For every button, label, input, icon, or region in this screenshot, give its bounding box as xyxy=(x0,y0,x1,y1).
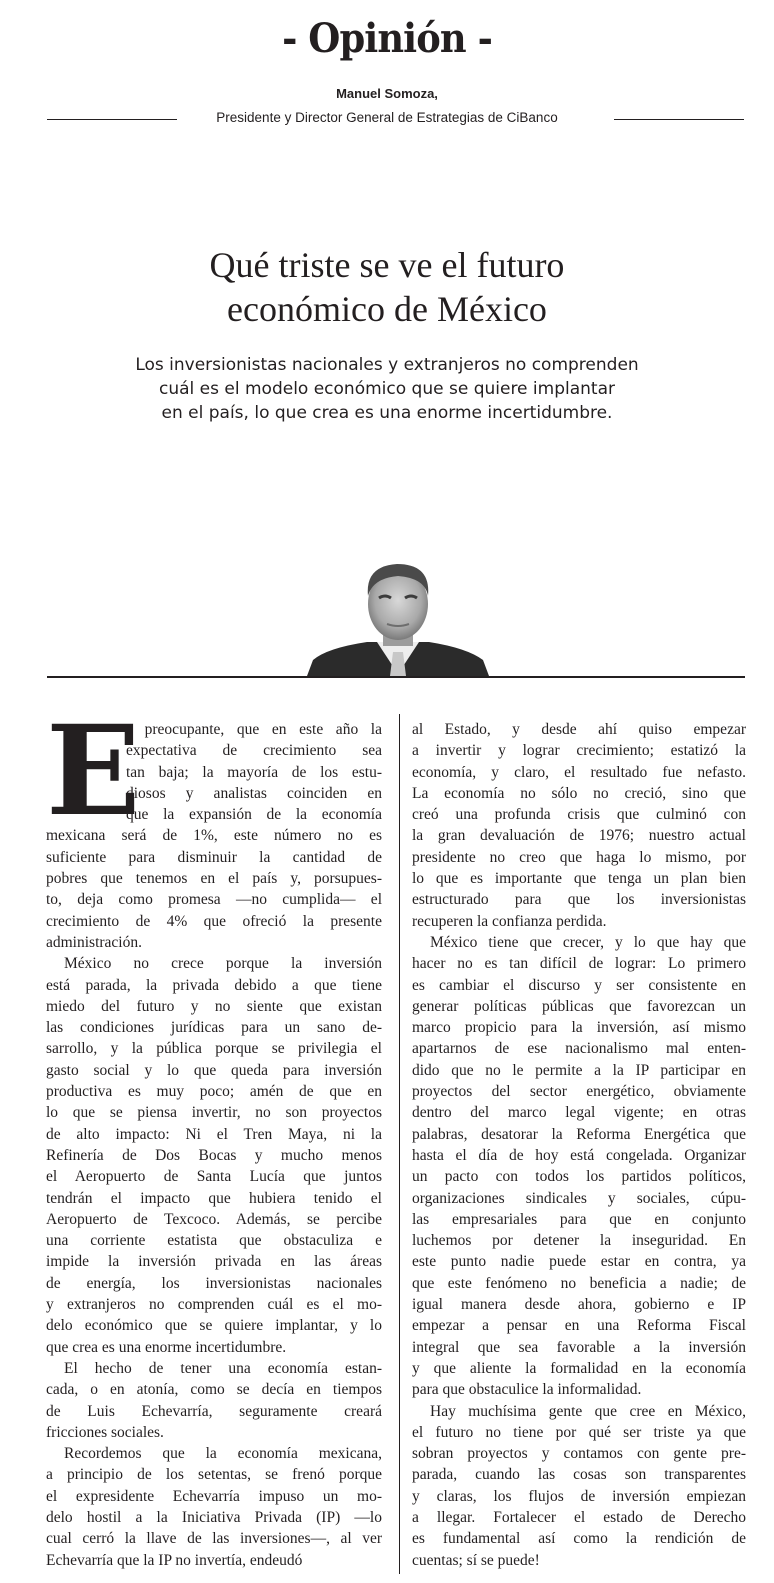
text-line: fricciones sociales. xyxy=(46,1423,164,1441)
text-line: s preocupante, que en este año la xyxy=(126,721,382,738)
text-line: está parada, la privada debido a que tiene xyxy=(46,976,382,994)
left-column xyxy=(46,699,382,1571)
text-line: un pacto con todos los partidos políticos, xyxy=(412,1168,746,1186)
text-line: lo que es importante que tenga un plan bien xyxy=(412,870,746,888)
text-line: dentro del marco legal vigente; en otras xyxy=(412,1104,746,1122)
text-line: organizaciones sindicales y sociales, cúpu- xyxy=(412,1189,746,1207)
text-line: hacer no es tan difícil de lograr: Lo primero xyxy=(412,955,746,973)
text-line: que la expansión de la economía xyxy=(126,806,382,824)
text-line: para que obstaculice la informalidad. xyxy=(412,1381,642,1399)
text-line: palabras, desatorar la Reforma Energética que xyxy=(412,1125,746,1143)
text-line: igual manera desde ahora, gobierno e IP xyxy=(412,1296,746,1314)
column-divider xyxy=(399,714,400,1574)
text-line: a llegar. Fortalecer el estado de Derecho xyxy=(412,1508,746,1526)
text-line: al Estado, y desde ahí quiso empezar xyxy=(412,721,746,738)
subhead-line: cuál es el modelo económico que se quiere implantar xyxy=(159,379,615,399)
subhead-line: Los inversionistas nacionales y extranjeros no comprenden xyxy=(135,355,639,375)
text-line: delo económico que se quiere implantar, y lo xyxy=(46,1317,382,1335)
text-line: de alto impacto: Ni el Tren Maya, ni la xyxy=(46,1125,382,1143)
text-line: productiva es muy poco; amén de que en xyxy=(46,1083,382,1101)
text-line: suficiente para disminuir la cantidad de xyxy=(46,848,382,866)
headline xyxy=(0,243,774,331)
text-line: a principio de los setentas, se frenó porque xyxy=(46,1466,382,1484)
text-line: y que aliente la formalidad en la economía xyxy=(412,1359,746,1377)
text-line: que este fenómeno no beneficia a nadie; de xyxy=(412,1274,746,1292)
text-line: dido que no le permite a la IP participar en xyxy=(412,1061,746,1079)
text-line: crecimiento de 4% que ofreció la presente xyxy=(46,912,382,930)
text-line: las condiciones jurídicas para un sano de- xyxy=(46,1019,382,1037)
text-line: el expresidente Echevarría impuso un mo- xyxy=(46,1487,382,1505)
text-line: a invertir y lograr crecimiento; estatizó la xyxy=(412,742,746,760)
text-line: pobres que tenemos en el país y, porsupues- xyxy=(46,870,382,888)
text-line: empezar a pensar en una Reforma Fiscal xyxy=(412,1317,746,1335)
text-line: miedo del futuro y no siente que existan xyxy=(46,997,382,1015)
headline-line-1: Qué triste se ve el futuro xyxy=(209,245,565,285)
text-line: las empresariales para que en conjunto xyxy=(412,1210,746,1228)
text-line: mexicana será de 1%, este número no es xyxy=(46,827,382,845)
author-name: Manuel Somoza, xyxy=(336,86,438,101)
text-line: tan baja; la mayoría de los estu- xyxy=(126,763,382,781)
text-line: presidente no creo que haga lo mismo, por xyxy=(412,848,746,866)
text-line: es fundamental así como la rendición de xyxy=(412,1530,746,1548)
text-line: la gran devaluación de 1976; nuestro actual xyxy=(412,827,746,845)
text-line: administración. xyxy=(46,933,142,951)
text-line: impide la inversión privada en las áreas xyxy=(46,1253,382,1271)
text-line: Recordemos que la economía mexicana, xyxy=(64,1445,382,1463)
text-line: es cambiar el discurso y ser consistente en xyxy=(412,976,746,994)
text-line: marco propicio para la inversión, así mismo xyxy=(412,1019,746,1037)
text-line: cual cerró la llave de las inversiones—, al ver xyxy=(46,1530,382,1548)
text-line: parada, cuando las cosas son transparentes xyxy=(412,1466,746,1484)
text-line: el Aeropuerto de Santa Lucía que juntos xyxy=(46,1168,382,1186)
text-line: sobran proyectos y contamos con gente pre- xyxy=(412,1445,746,1463)
text-line: expectativa de crecimiento sea xyxy=(126,742,382,760)
text-line: delo hostil a la Iniciativa Privada (IP) —lo xyxy=(46,1508,382,1526)
text-line: creó una profunda crisis que culminó con xyxy=(412,806,746,824)
text-line: gasto social y lo que queda para inversión xyxy=(46,1061,382,1079)
headline-line-2: económico de México xyxy=(227,289,547,329)
text-line: de Luis Echevarría, seguramente creará xyxy=(46,1402,382,1420)
text-line: de energía, los inversionistas nacionales xyxy=(46,1274,382,1292)
text-line: México tiene que crecer, y lo que hay que xyxy=(430,933,746,951)
text-line: Echevarría que la IP no invertía, endeudó xyxy=(46,1551,303,1569)
text-line: apartarnos de ese nacionalismo mal enten- xyxy=(412,1040,746,1058)
author-role: Presidente y Director General de Estrategias de CiBanco xyxy=(216,110,558,125)
right-column xyxy=(412,719,746,1571)
drop-cap: E xyxy=(46,699,141,844)
text-line: integral que sea favorable a la inversión xyxy=(412,1338,746,1356)
text-line: el futuro no tiene por qué ser triste ya que xyxy=(412,1423,746,1441)
text-line: y extranjeros no comprenden cuál es el mo- xyxy=(46,1296,382,1314)
text-line: México no crece porque la inversión xyxy=(64,955,382,973)
text-line: tendrán el impacto que hubiera tenido el xyxy=(46,1189,382,1207)
text-line: Refinería de Dos Bocas y mucho menos xyxy=(46,1146,382,1164)
text-line: Aeropuerto de Texcoco. Además, se percibe xyxy=(46,1210,382,1228)
main-rule xyxy=(47,676,745,678)
text-line: que crea es una enorme incertidumbre. xyxy=(46,1338,287,1356)
text-line: economía, y claro, el resultado fue nefasto. xyxy=(412,763,746,781)
text-line: este punto nadie puede estar en contra, ya xyxy=(412,1253,746,1271)
text-line: lo que se piensa invertir, no son proyectos xyxy=(46,1104,382,1122)
section-title: - Opinión - xyxy=(282,15,492,62)
text-line: sarrollo, y la pública porque se privilegia el xyxy=(46,1040,382,1058)
text-line: recuperen la confianza perdida. xyxy=(412,912,607,930)
text-line: cuentas; sí se puede! xyxy=(412,1551,540,1569)
text-line: diosos y analistas coinciden en xyxy=(126,784,382,802)
text-line: El hecho de tener una economía estan- xyxy=(64,1359,382,1377)
text-line: estructurado para que los inversionistas xyxy=(412,891,746,909)
text-line: generar políticas públicas que favorezcan un xyxy=(412,997,746,1015)
text-line: proyectos del sector energético, obviamente xyxy=(412,1083,746,1101)
rule-right xyxy=(614,119,744,120)
subhead-line: en el país, lo que crea es una enorme incertidumbre. xyxy=(161,403,613,423)
author-portrait xyxy=(307,548,489,676)
text-line: una corriente estatista que obstaculiza e xyxy=(46,1232,382,1250)
text-line: luchemos por detener la inseguridad. En xyxy=(412,1232,746,1250)
text-line: cada, o en atonía, como se decía en tiempos xyxy=(46,1381,382,1399)
text-line: La economía no sólo no creció, sino que xyxy=(412,784,746,802)
text-line: to, deja como promesa —no cumplida— el xyxy=(46,891,382,909)
text-line: Hay muchísima gente que cree en México, xyxy=(430,1402,746,1420)
text-line: hasta el día de hoy está congelada. Organizar xyxy=(412,1146,746,1164)
text-line: y claras, los flujos de inversión empiezan xyxy=(412,1487,746,1505)
subhead xyxy=(0,353,774,425)
